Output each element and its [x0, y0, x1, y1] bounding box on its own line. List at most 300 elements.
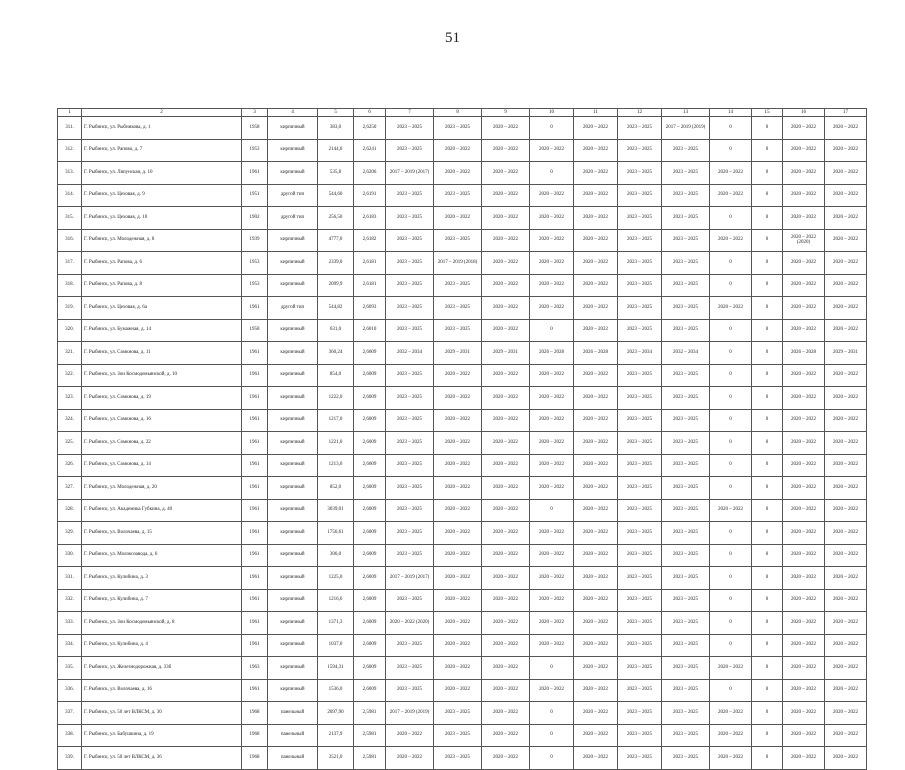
table-cell: 2020 – 2022 [710, 747, 752, 770]
table-cell: 2020 – 2022 [825, 522, 867, 545]
table-cell: 1961 [242, 387, 268, 410]
table-cell: 2020 – 2022 [434, 634, 482, 657]
table-cell: 2023 – 2025 [434, 319, 482, 342]
table-cell: 2,6009 [354, 657, 386, 680]
row-number-cell: 339. [58, 747, 82, 770]
table-cell: 0 [752, 409, 783, 432]
table-cell: 2,5981 [354, 747, 386, 770]
table-row [58, 702, 867, 725]
table-cell: 2020 – 2022 [482, 454, 530, 477]
table-cell: 1961 [242, 297, 268, 320]
row-number-cell: 315. [58, 207, 82, 230]
table-row [58, 612, 867, 635]
table-cell: 2020 – 2022 [482, 544, 530, 567]
table-row [58, 432, 867, 455]
table-row [58, 657, 867, 680]
table-cell: 2020 – 2022 [825, 297, 867, 320]
address-cell: Г. Рыбинск, ул. Молокозавода, д. 6 [82, 544, 242, 567]
table-cell: 2020 – 2022 [825, 184, 867, 207]
column-header: 12 [618, 109, 662, 117]
table-cell: 2020 – 2022 [825, 139, 867, 162]
table-cell: 0 [710, 589, 752, 612]
table-cell: 2020 – 2022 [574, 409, 618, 432]
table-row [58, 747, 867, 770]
table-cell: 2020 – 2022 [783, 297, 825, 320]
column-header: 10 [530, 109, 574, 117]
table-cell: 2023 – 2025 [618, 679, 662, 702]
table-cell: 2023 – 2025 [618, 544, 662, 567]
row-number-cell: 332. [58, 589, 82, 612]
table-cell: 2020 – 2022 [710, 657, 752, 680]
column-header: 2 [82, 109, 242, 117]
table-cell: 1902 [242, 207, 268, 230]
table-cell: 2020 – 2022 [482, 117, 530, 140]
table-cell: 2,6009 [354, 567, 386, 590]
table-cell: 2697,90 [318, 702, 354, 725]
table-cell: другой тип [268, 207, 318, 230]
table-cell: 2,6241 [354, 139, 386, 162]
table-cell: 2020 – 2022 [482, 657, 530, 680]
table-cell: 2,6009 [354, 409, 386, 432]
row-number-cell: 327. [58, 477, 82, 500]
table-cell: 0 [710, 342, 752, 365]
address-cell: Г. Рыбинск, ул. Сомкнова, д. 11 [82, 342, 242, 365]
table-cell: панельный [268, 724, 318, 747]
table-cell: 0 [752, 364, 783, 387]
table-cell: 2,6009 [354, 544, 386, 567]
table-cell: 1961 [242, 522, 268, 545]
table-cell: 2020 – 2022 [574, 679, 618, 702]
table-cell: 2137,9 [318, 724, 354, 747]
table-cell: 1961 [242, 589, 268, 612]
row-number-cell: 331. [58, 567, 82, 590]
table-cell: 2020 – 2022 [825, 747, 867, 770]
table-cell: 2020 – 2022 [783, 702, 825, 725]
table-cell: 2020 – 2022 [434, 657, 482, 680]
table-cell: 2023 – 2025 [662, 207, 710, 230]
table-cell: 2020 – 2022 [482, 387, 530, 410]
table-cell: 2020 – 2022 [710, 297, 752, 320]
table-cell: 2023 – 2025 [386, 139, 434, 162]
table-cell: 2023 – 2025 [618, 409, 662, 432]
table-cell: 2020 – 2022 [574, 589, 618, 612]
table-cell: 2020 – 2022 [825, 409, 867, 432]
table-cell: кирпичный [268, 432, 318, 455]
table-cell: 2020 – 2022 [825, 612, 867, 635]
table-cell: 2,6009 [354, 612, 386, 635]
column-header: 9 [482, 109, 530, 117]
table-cell: 2020 – 2022 [482, 724, 530, 747]
table-cell: 2023 – 2025 [434, 274, 482, 297]
column-header: 5 [318, 109, 354, 117]
table-cell: 2020 – 2022 [825, 432, 867, 455]
table-cell: 0 [752, 454, 783, 477]
address-cell: Г. Рыбинск, ул. 50 лет ВЛКСМ, д. 36 [82, 747, 242, 770]
row-number-cell: 335. [58, 657, 82, 680]
table-cell: 2020 – 2022 [482, 589, 530, 612]
table-cell: кирпичный [268, 454, 318, 477]
table-cell: 2020 – 2022 [574, 477, 618, 500]
table-cell: 0 [752, 589, 783, 612]
table-cell: 2020 – 2022 [530, 184, 574, 207]
table-cell: кирпичный [268, 319, 318, 342]
table-cell: 1225,0 [318, 567, 354, 590]
row-number-cell: 323. [58, 387, 82, 410]
table-cell: 0 [752, 747, 783, 770]
table-cell: 2020 – 2022 (2020) [386, 612, 434, 635]
table-cell: 1961 [242, 567, 268, 590]
table-row [58, 162, 867, 185]
table-cell: 0 [752, 544, 783, 567]
table-cell: 2339,0 [318, 252, 354, 275]
table-cell: 2023 – 2025 [618, 432, 662, 455]
table-cell: кирпичный [268, 679, 318, 702]
table-cell: 3039,01 [318, 499, 354, 522]
table-cell: 0 [752, 522, 783, 545]
table-cell: 2020 – 2022 [434, 522, 482, 545]
table-cell: 2023 – 2025 [386, 657, 434, 680]
table-cell: 2023 – 2025 [662, 567, 710, 590]
table-cell: кирпичный [268, 117, 318, 140]
address-cell: Г. Рыбинск, ул. Железнодорожная, д. 33б [82, 657, 242, 680]
column-header: 11 [574, 109, 618, 117]
table-cell: 2023 – 2025 [662, 364, 710, 387]
table-cell: 2020 – 2022 [530, 252, 574, 275]
table-row [58, 724, 867, 747]
table-cell: 2023 – 2025 [618, 477, 662, 500]
row-number-cell: 319. [58, 297, 82, 320]
table-cell: 2,6009 [354, 589, 386, 612]
table-cell: 0 [710, 387, 752, 410]
table-cell: 2020 – 2022 [574, 184, 618, 207]
table-cell: 2,6009 [354, 342, 386, 365]
address-cell: Г. Рыбинск, ул. Академика Губкина, д. 40 [82, 499, 242, 522]
table-cell: кирпичный [268, 567, 318, 590]
table-cell: 2020 – 2022 [783, 432, 825, 455]
table-cell: 2020 – 2022 [574, 454, 618, 477]
table-cell: 2,6181 [354, 252, 386, 275]
table-cell: 2023 – 2025 [434, 702, 482, 725]
table-cell: 2023 – 2025 [618, 207, 662, 230]
table-cell: 2020 – 2022 [574, 274, 618, 297]
row-number-cell: 330. [58, 544, 82, 567]
row-number-cell: 333. [58, 612, 82, 635]
row-number-cell: 329. [58, 522, 82, 545]
table-cell: 2020 – 2022 [574, 387, 618, 410]
table-cell: 2017 – 2019 (2019) [386, 702, 434, 725]
table-cell: 0 [752, 184, 783, 207]
row-number-cell: 318. [58, 274, 82, 297]
table-cell: 0 [530, 702, 574, 725]
table-cell: 1961 [242, 634, 268, 657]
address-cell: Г. Рыбинск, ул. Молодежная, д. 8 [82, 229, 242, 252]
table-cell: 2020 – 2022 [783, 724, 825, 747]
table-cell: 2017 – 2019 (2018) [434, 252, 482, 275]
table-cell: 2020 – 2022 [434, 679, 482, 702]
address-cell: Г. Рыбинск, ул. Рыбникова, д. 1 [82, 117, 242, 140]
table-cell: 2023 – 2025 [662, 544, 710, 567]
table-cell: 2023 – 2025 [618, 747, 662, 770]
table-cell: 2020 – 2022 [783, 184, 825, 207]
table-cell: кирпичный [268, 499, 318, 522]
table-cell: кирпичный [268, 252, 318, 275]
table-cell: 0 [752, 319, 783, 342]
row-number-cell: 328. [58, 499, 82, 522]
table-cell: 2020 – 2022 [574, 657, 618, 680]
table-cell: 2020 – 2022 [783, 252, 825, 275]
table-cell: 2023 – 2025 [662, 499, 710, 522]
table-cell: 2023 – 2025 [386, 297, 434, 320]
table-cell: 1594,31 [318, 657, 354, 680]
table-cell: 2020 – 2022 [530, 432, 574, 455]
table-cell: 2020 – 2022 [825, 724, 867, 747]
table-cell: 2144,0 [318, 139, 354, 162]
table-cell: 0 [752, 387, 783, 410]
table-cell: 2020 – 2022 [574, 297, 618, 320]
table-cell: 256,50 [318, 207, 354, 230]
address-cell: Г. Рыбинск, ул. Цеховая, д. 10 [82, 207, 242, 230]
table-cell: 2099,9 [318, 274, 354, 297]
table-cell: 2023 – 2025 [618, 657, 662, 680]
table-cell: 1961 [242, 454, 268, 477]
address-cell: Г. Рыбинск, ул. Молодежная, д. 20 [82, 477, 242, 500]
row-number-cell: 322. [58, 364, 82, 387]
table-cell: 1968 [242, 702, 268, 725]
table-cell: 2023 – 2025 [662, 297, 710, 320]
table-cell: 0 [530, 162, 574, 185]
table-cell: 0 [710, 477, 752, 500]
column-header: 8 [434, 109, 482, 117]
table-cell: 2020 – 2022 [825, 679, 867, 702]
table-cell: 0 [752, 139, 783, 162]
table-cell: 0 [710, 252, 752, 275]
table-cell: 2023 – 2025 [386, 409, 434, 432]
table-cell: 2020 – 2022 [482, 567, 530, 590]
table-row [58, 229, 867, 252]
row-number-cell: 336. [58, 679, 82, 702]
table-cell: 1037,0 [318, 634, 354, 657]
table-cell: 2020 – 2022 [530, 589, 574, 612]
address-cell: Г. Рыбинск, ул. Зои Космодемьянской, д. 8 [82, 612, 242, 635]
address-cell: Г. Рыбинск, ул. Цеховая, д. 6а [82, 297, 242, 320]
table-cell: 2020 – 2022 [434, 454, 482, 477]
table-cell: 2020 – 2022 [482, 477, 530, 500]
table-cell: 0 [752, 567, 783, 590]
data-table [57, 108, 867, 770]
table-cell: 0 [752, 162, 783, 185]
table-cell: 1963 [242, 657, 268, 680]
table-cell: 2023 – 2025 [662, 679, 710, 702]
table-cell: 360,24 [318, 342, 354, 365]
table-cell: 2023 – 2025 [662, 589, 710, 612]
table-cell: 2023 – 2025 [662, 612, 710, 635]
table-cell: 2,6009 [354, 454, 386, 477]
table-cell: 2020 – 2022 [482, 319, 530, 342]
address-cell: Г. Рыбинск, ул. Кулибина, д. 3 [82, 567, 242, 590]
table-cell: 2023 – 2025 [434, 117, 482, 140]
table-cell: 2020 – 2022 [825, 657, 867, 680]
table-cell: панельный [268, 747, 318, 770]
table-cell: 2020 – 2022 [434, 567, 482, 590]
table-cell: 631,0 [318, 319, 354, 342]
table-cell: 2020 – 2022 [574, 364, 618, 387]
table-cell: 2,6206 [354, 162, 386, 185]
table-row [58, 207, 867, 230]
table-cell: 0 [710, 454, 752, 477]
table-cell: 2020 – 2022 [710, 499, 752, 522]
row-number-cell: 334. [58, 634, 82, 657]
table-cell: кирпичный [268, 162, 318, 185]
table-cell: 2,6010 [354, 319, 386, 342]
table-cell: 2017 – 2019 (2019) [662, 117, 710, 140]
table-cell: 2020 – 2022 [482, 522, 530, 545]
table-cell: 0 [752, 252, 783, 275]
table-cell: 1221,0 [318, 432, 354, 455]
table-cell: 2023 – 2025 [618, 162, 662, 185]
address-cell: Г. Рыбинск, ул. Рапова, д. 8 [82, 274, 242, 297]
table-cell: 1213,0 [318, 454, 354, 477]
table-cell: 1968 [242, 747, 268, 770]
table-cell: 2023 – 2025 [662, 252, 710, 275]
table-cell: 2023 – 2025 [618, 567, 662, 590]
table-cell: 2023 – 2025 [662, 454, 710, 477]
address-cell: Г. Рыбинск, ул. Рапова, д. 6 [82, 252, 242, 275]
table-cell: 2023 – 2025 [662, 274, 710, 297]
table-cell: 2023 – 2025 [386, 274, 434, 297]
column-header: 14 [710, 109, 752, 117]
table-cell: 2020 – 2022 [434, 432, 482, 455]
table-cell: 2,6182 [354, 229, 386, 252]
table-cell: 0 [752, 342, 783, 365]
table-cell: 0 [752, 702, 783, 725]
table-cell: 2023 – 2025 [618, 612, 662, 635]
table-cell: 2023 – 2025 [386, 679, 434, 702]
table-cell: 2,6009 [354, 634, 386, 657]
table-cell: 2020 – 2022 [825, 319, 867, 342]
table-cell: 0 [752, 207, 783, 230]
table-cell: 2020 – 2022 [530, 297, 574, 320]
table-cell: 2020 – 2022 [825, 544, 867, 567]
table-cell: 2020 – 2022 [434, 589, 482, 612]
table-cell: 1953 [242, 274, 268, 297]
table-cell: 2020 – 2022 [783, 657, 825, 680]
column-header: 13 [662, 109, 710, 117]
table-row [58, 342, 867, 365]
table-cell: 2,5981 [354, 724, 386, 747]
table-cell: 2020 – 2022 [482, 252, 530, 275]
table-cell: 2020 – 2022 [530, 454, 574, 477]
table-cell: 0 [710, 679, 752, 702]
address-cell: Г. Рыбинск, ул. Зои Космодемьянской, д. 10 [82, 364, 242, 387]
table-cell: 2023 – 2025 [662, 184, 710, 207]
table-cell: 2,6250 [354, 117, 386, 140]
table-cell: 2020 – 2022 [783, 589, 825, 612]
row-number-cell: 337. [58, 702, 82, 725]
table-cell: 2020 – 2022 [825, 364, 867, 387]
table-cell: 2023 – 2025 [386, 544, 434, 567]
table-cell: 2020 – 2022 [574, 432, 618, 455]
table-cell: 2023 – 2025 [386, 499, 434, 522]
row-number-cell: 312. [58, 139, 82, 162]
table-cell: 2023 – 2025 [618, 139, 662, 162]
table-cell: 0 [530, 319, 574, 342]
table-cell: 2020 – 2022 [783, 544, 825, 567]
table-cell: кирпичный [268, 522, 318, 545]
address-cell: Г. Рыбинск, ул. Кулибина, д. 4 [82, 634, 242, 657]
table-cell: 2020 – 2022 [530, 679, 574, 702]
table-row [58, 544, 867, 567]
table-cell: 2020 – 2022 [530, 567, 574, 590]
table-cell: другой тип [268, 184, 318, 207]
table-row [58, 319, 867, 342]
row-number-cell: 321. [58, 342, 82, 365]
table-row [58, 184, 867, 207]
table-cell: 2020 – 2022 [482, 162, 530, 185]
table-cell: 2020 – 2022 [710, 724, 752, 747]
table-cell: 2023 – 2025 [434, 184, 482, 207]
table-cell: 2,6191 [354, 184, 386, 207]
table-cell: 2023 – 2025 [618, 454, 662, 477]
table-cell: 2017 – 2019 (2017) [386, 162, 434, 185]
table-cell: 2020 – 2022 [783, 499, 825, 522]
table-cell: 2023 – 2025 [386, 184, 434, 207]
table-cell: 2023 – 2025 [618, 252, 662, 275]
table-cell: 2023 – 2025 [618, 274, 662, 297]
table-cell: 0 [710, 274, 752, 297]
table-cell: 2023 – 2025 [662, 634, 710, 657]
table-cell: 2020 – 2022 [482, 364, 530, 387]
row-number-cell: 326. [58, 454, 82, 477]
table-cell: 2023 – 2025 [662, 387, 710, 410]
table-cell: 2020 – 2022 [783, 207, 825, 230]
table-cell: 2020 – 2022 [783, 139, 825, 162]
table-cell: кирпичный [268, 229, 318, 252]
table-cell: 1961 [242, 162, 268, 185]
table-cell: 2020 – 2022 [434, 409, 482, 432]
table-cell: 2020 – 2022 [574, 634, 618, 657]
table-cell: 2,6009 [354, 499, 386, 522]
table-cell: 2020 – 2022 [482, 297, 530, 320]
table-cell: 0 [530, 747, 574, 770]
table-row [58, 679, 867, 702]
table-cell: 1958 [242, 319, 268, 342]
table-cell: 2020 – 2022 [710, 702, 752, 725]
column-header: 15 [752, 109, 783, 117]
table-cell: 0 [752, 634, 783, 657]
table-cell: 2023 – 2025 [386, 117, 434, 140]
table-cell: 2020 – 2022 [530, 544, 574, 567]
table-cell: 1961 [242, 364, 268, 387]
table-cell: 4777,0 [318, 229, 354, 252]
table-cell: 2020 – 2022 [530, 634, 574, 657]
table-cell: 0 [530, 657, 574, 680]
column-header: 6 [354, 109, 386, 117]
table-cell: 0 [752, 657, 783, 680]
table-cell: 2020 – 2022 [574, 319, 618, 342]
table-cell: 2020 – 2022 [482, 207, 530, 230]
table-cell: 2020 – 2022 [783, 477, 825, 500]
table-cell: 2023 – 2025 [618, 364, 662, 387]
table-cell: 2020 – 2022 [574, 207, 618, 230]
table-cell: 2023 – 2025 [618, 702, 662, 725]
table-cell: 2023 – 2025 [386, 477, 434, 500]
table-cell: 2023 – 2025 [662, 409, 710, 432]
table-cell: 1961 [242, 409, 268, 432]
table-cell: 2020 – 2022 [434, 499, 482, 522]
table-cell: 2020 – 2022 [482, 702, 530, 725]
table-cell: 2032 – 2034 [662, 342, 710, 365]
column-header: 17 [825, 109, 867, 117]
